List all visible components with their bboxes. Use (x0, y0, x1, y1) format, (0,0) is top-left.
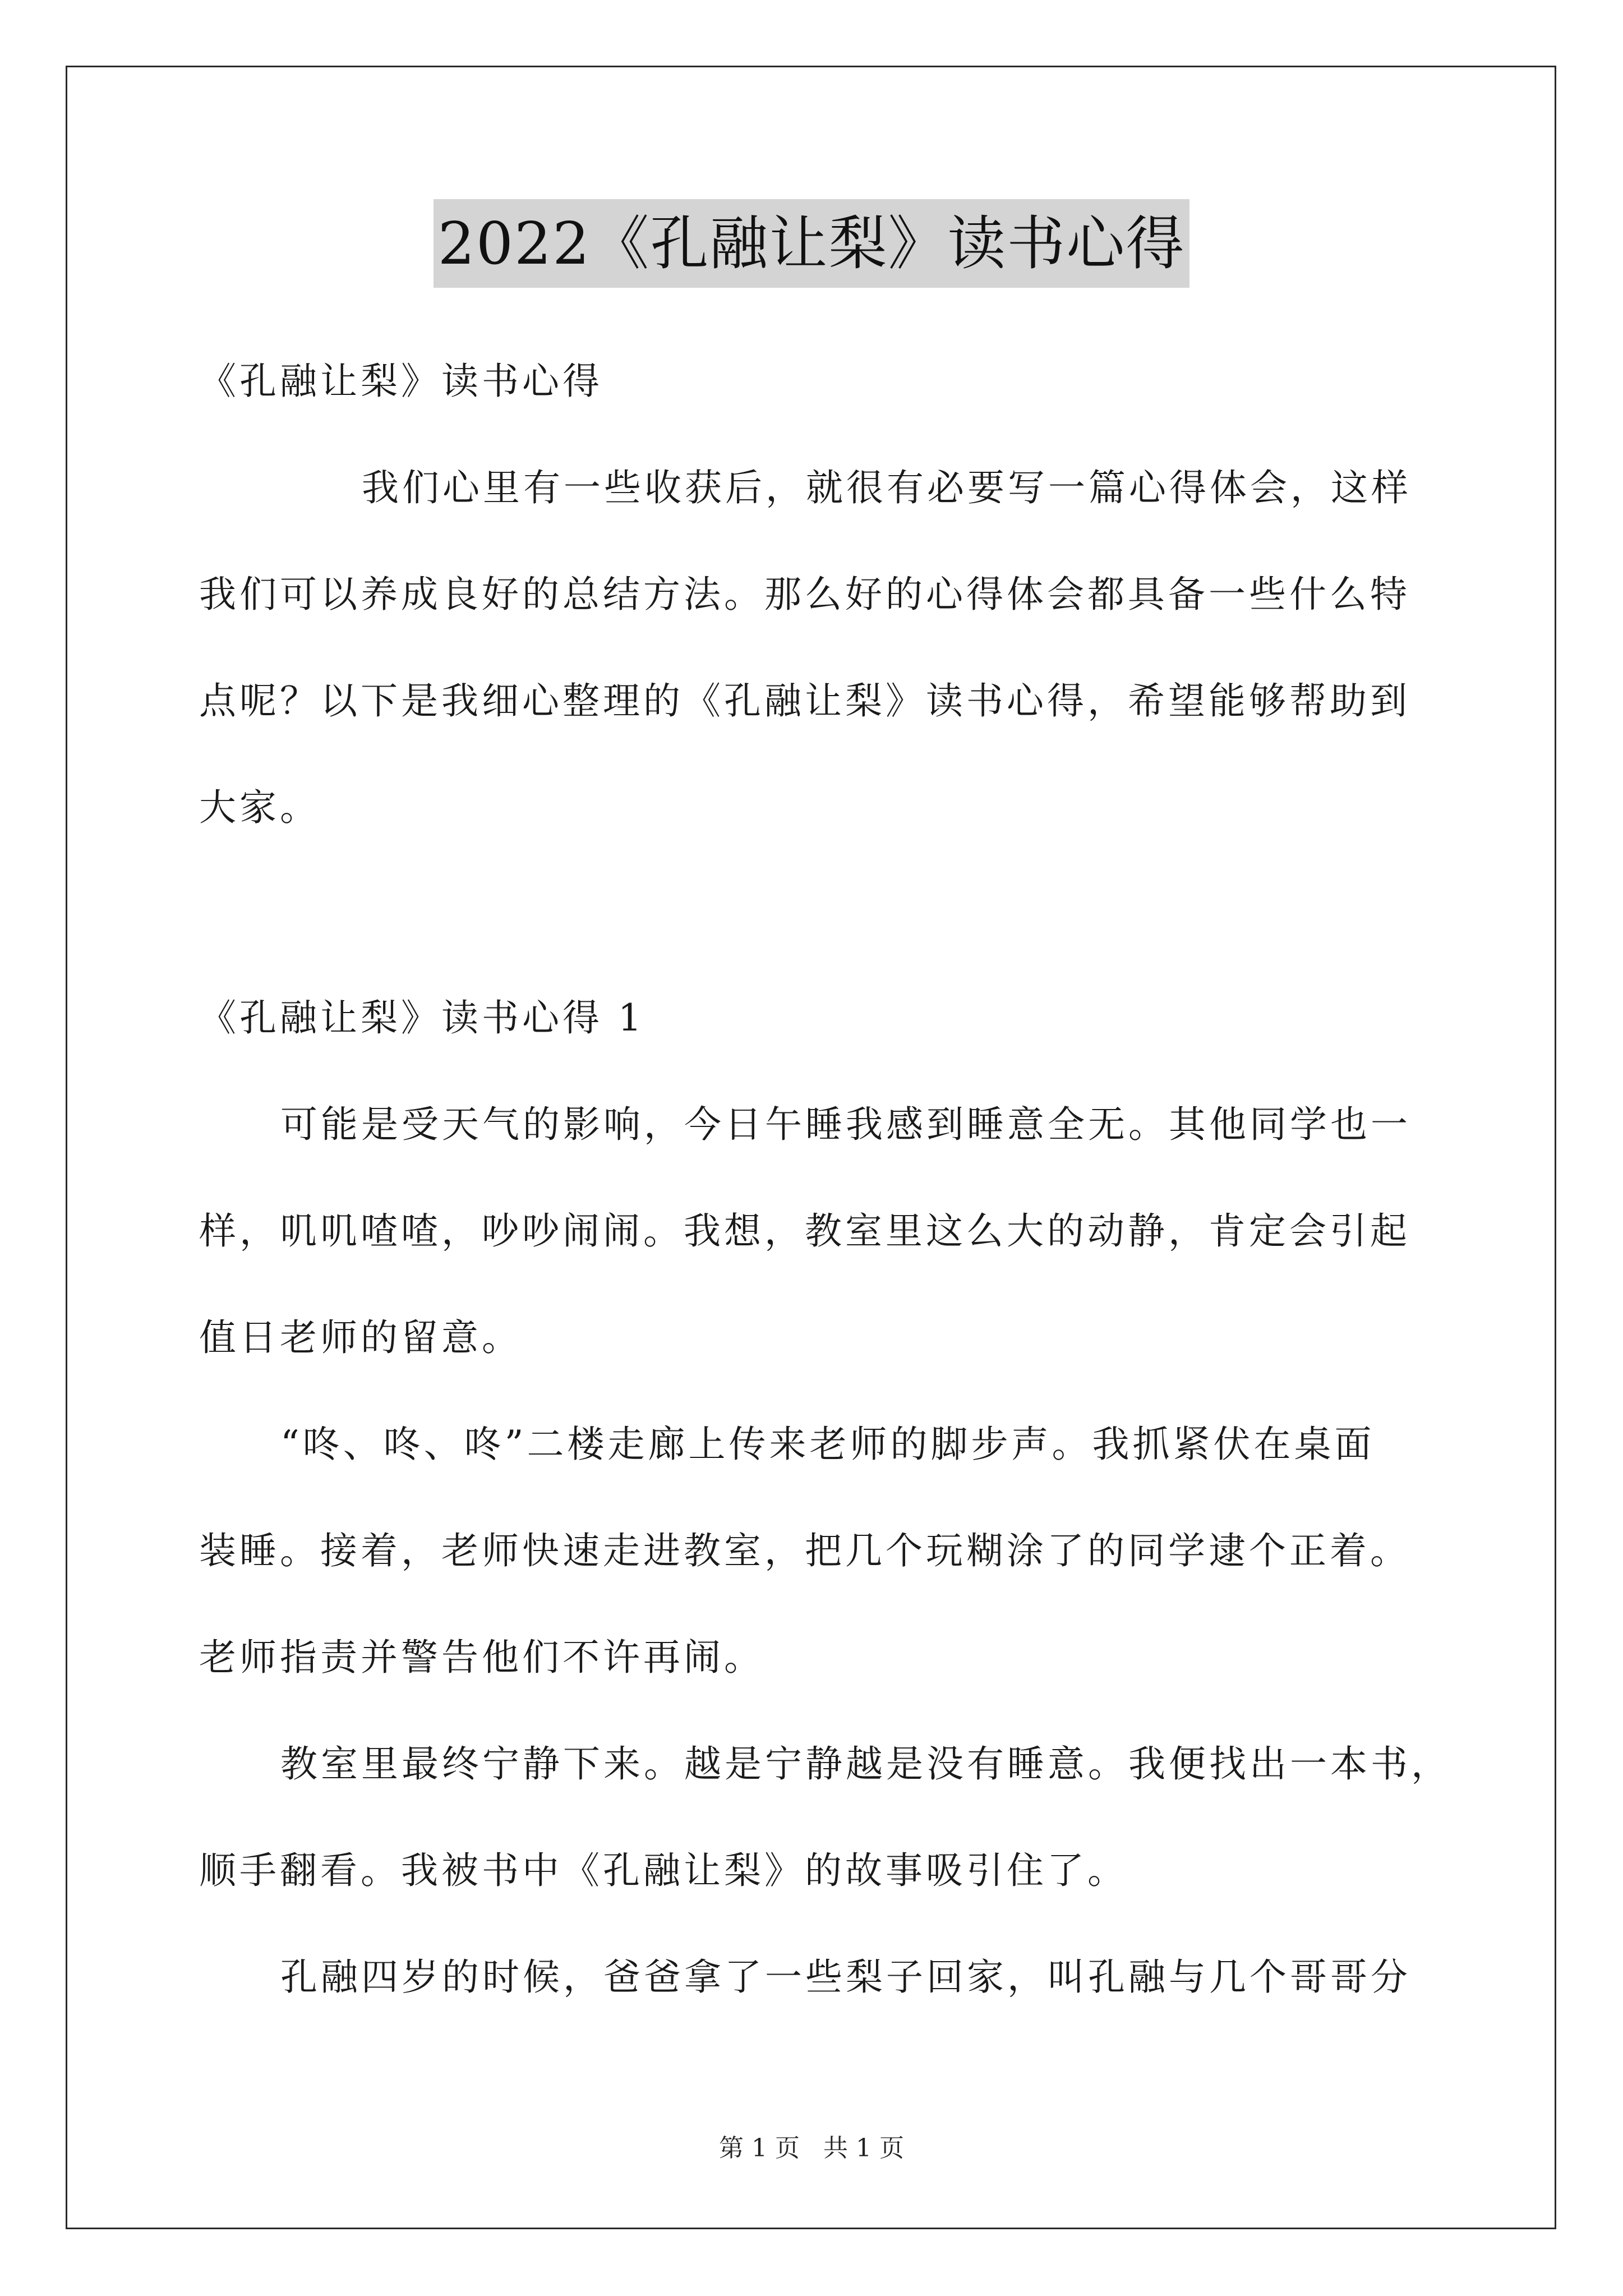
page-number: 第 1 页 (719, 2134, 800, 2162)
paragraph-line: 样，叽叽喳喳，吵吵闹闹。我想，教室里这么大的动静，肯定会引起 (199, 1209, 1410, 1253)
document-title: 2022《孔融让梨》读书心得 (434, 199, 1190, 288)
intro-line-4: 大家。 (199, 786, 320, 829)
section-heading: 《孔融让梨》读书心得 1 (199, 996, 645, 1039)
title-container (0, 199, 1623, 288)
subtitle: 《孔融让梨》读书心得 (199, 360, 603, 403)
paragraph-line: “咚、咚、咚”二楼走廊上传来老师的脚步声。我抓紧伏在桌面 (280, 1423, 1375, 1466)
paragraph-line: 孔融四岁的时候，爸爸拿了一些梨子回家，叫孔融与几个哥哥分 (280, 1955, 1411, 1999)
paragraph-line: 老师指责并警告他们不许再闹。 (199, 1636, 764, 1679)
paragraph-line: 教室里最终宁静下来。越是宁静越是没有睡意。我便找出一本书， (280, 1742, 1451, 1786)
paragraph-line: 顺手翻看。我被书中《孔融让梨》的故事吸引住了。 (199, 1849, 1128, 1892)
page-total: 共 1 页 (823, 2134, 904, 2162)
intro-line-3: 点呢？以下是我细心整理的《孔融让梨》读书心得，希望能够帮助到 (199, 679, 1410, 723)
paragraph-line: 装睡。接着，老师快速走进教室，把几个玩糊涂了的同学逮个正着。 (199, 1529, 1410, 1572)
page-footer (0, 2132, 1623, 2165)
intro-line-1: 我们心里有一些收获后，就很有必要写一篇心得体会，这样 (362, 466, 1412, 509)
intro-line-2: 我们可以养成良好的总结方法。那么好的心得体会都具备一些什么特 (199, 573, 1410, 616)
paragraph-line: 值日老师的留意。 (199, 1316, 522, 1359)
paragraph-line: 可能是受天气的影响，今日午睡我感到睡意全无。其他同学也一 (280, 1103, 1411, 1146)
